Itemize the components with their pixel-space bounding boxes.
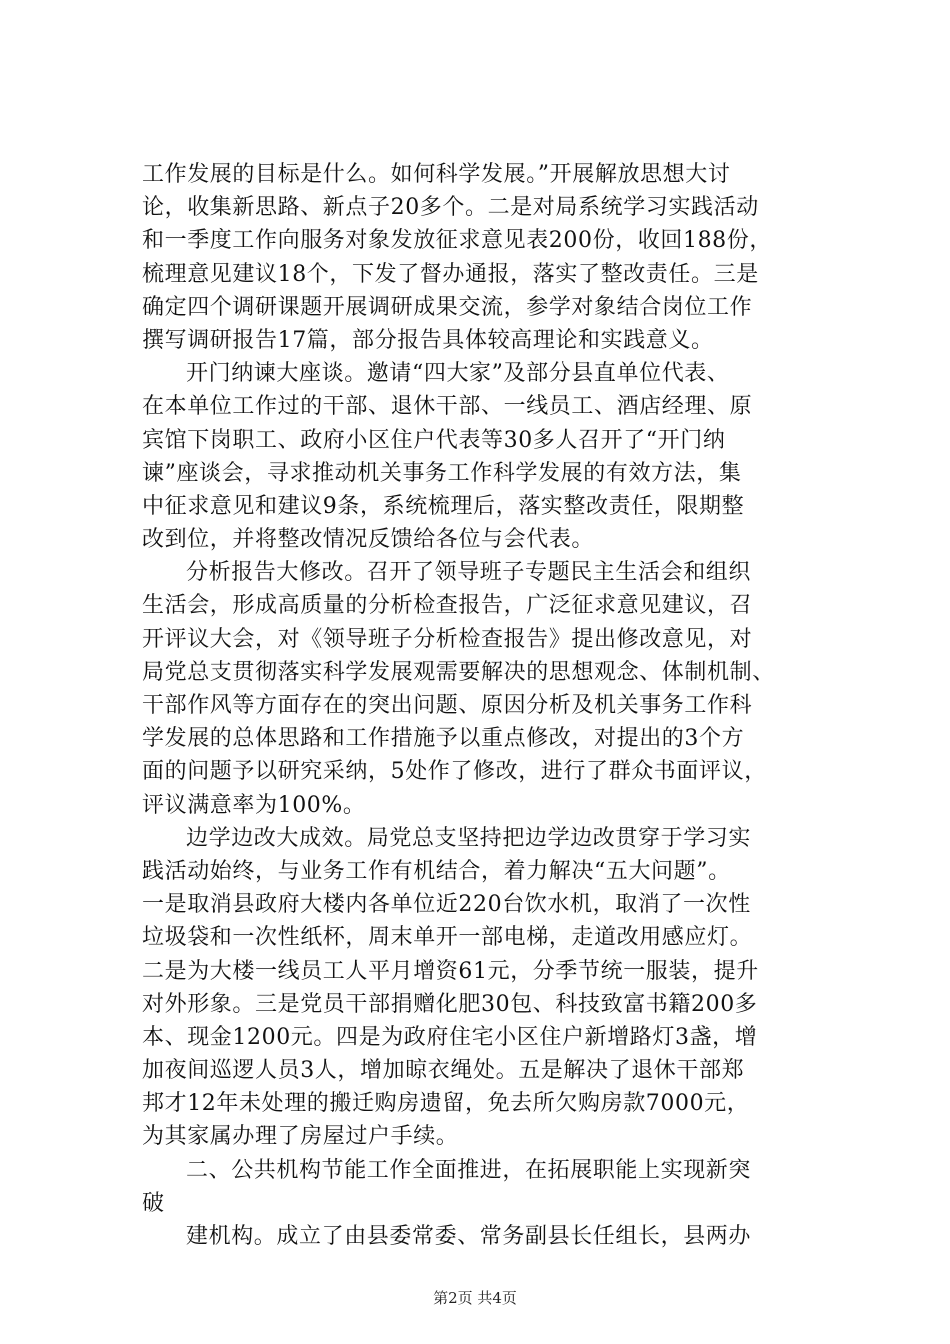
paragraph bbox=[142, 1154, 832, 1220]
text-line: 在本单位工作过的干部、退休干部、一线员工、酒店经理、原 bbox=[142, 394, 753, 420]
text-line: 梳理意见建议18个，下发了督办通报，落实了整改责任。三是 bbox=[142, 261, 759, 287]
text-line: 改到位，并将整改情况反馈给各位与会代表。 bbox=[142, 527, 595, 553]
text-line: 评议满意率为100%。 bbox=[142, 792, 366, 818]
text-line: 干部作风等方面存在的突出问题、原因分析及机关事务工作科 bbox=[142, 693, 753, 718]
text-line: 撰写调研报告17篇，部分报告具体较高理论和实践意义。 bbox=[142, 327, 714, 353]
text-line: 宾馆下岗职工、政府小区住户代表等30多人召开了“开门纳 bbox=[142, 427, 726, 453]
text-line: 生活会，形成高质量的分析检查报告，广泛征求意见建议，召 bbox=[142, 593, 753, 619]
text-line: 建机构。成立了由县委常委、常务副县长任组长，县两办 bbox=[186, 1224, 752, 1249]
text-line: 践活动始终，与业务工作有机结合，着力解决“五大问题”。 bbox=[142, 858, 731, 884]
text-line: 边学边改大成效。局党总支坚持把边学边改贯穿于学习实 bbox=[186, 825, 752, 851]
text-line: 对外形象。三是党员干部捐赠化肥30包、科技致富书籍200多 bbox=[142, 991, 758, 1017]
text-line: 开评议大会，对《领导班子分析检查报告》提出修改意见，对 bbox=[142, 626, 753, 652]
paragraph bbox=[142, 822, 832, 1154]
text-line: 二是为大楼一线员工人平月增资61元，分季节统一服装，提升 bbox=[142, 958, 759, 984]
text-line: 局党总支贯彻落实科学发展观需要解决的思想观念、体制机制、 bbox=[142, 659, 775, 685]
text-line: 本、现金1200元。四是为政府住宅小区住户新增路灯3盏，增 bbox=[142, 1024, 758, 1050]
text-line: 面的问题予以研究采纳，5处作了修改，进行了群众书面评议， bbox=[142, 759, 767, 785]
text-line: 确定四个调研课题开展调研成果交流，参学对象结合岗位工作 bbox=[142, 294, 753, 320]
text-line: 谏”座谈会，寻求推动机关事务工作科学发展的有效方法，集 bbox=[142, 460, 742, 486]
text-line: 论，收集新思路、新点子20多个。二是对局系统学习实践活动 bbox=[142, 195, 759, 221]
text-line: 工作发展的目标是什么。如何科学发展。”开展解放思想大讨 bbox=[142, 162, 731, 187]
text-line: 二、公共机构节能工作全面推进，在拓展职能上实现新突 bbox=[186, 1157, 752, 1183]
text-line: 分析报告大修改。召开了领导班子专题民主生活会和组织 bbox=[186, 560, 752, 586]
text-line: 和一季度工作向服务对象发放征求意见表200份，收回188份， bbox=[142, 228, 772, 254]
paragraph bbox=[142, 357, 832, 556]
text-line: 邦才12年未处理的搬迁购房遗留，免去所欠购房款7000元， bbox=[142, 1091, 750, 1117]
text-line: 学发展的总体思路和工作措施予以重点修改，对提出的3个方 bbox=[142, 726, 745, 752]
paragraph bbox=[142, 556, 832, 822]
text-line: 中征求意见和建议9条，系统梳理后，落实整改责任，限期整 bbox=[142, 493, 745, 519]
document-body bbox=[142, 158, 832, 1253]
page-footer: 第2页 共4页 bbox=[433, 1289, 517, 1307]
text-line: 加夜间巡逻人员3人，增加晾衣绳处。五是解决了退休干部郑 bbox=[142, 1058, 745, 1084]
paragraph bbox=[142, 1220, 832, 1253]
text-line: 破 bbox=[142, 1190, 165, 1216]
text-line: 垃圾袋和一次性纸杯，周末单开一部电梯，走道改用感应灯。 bbox=[142, 925, 753, 951]
text-line: 一是取消县政府大楼内各单位近220台饮水机，取消了一次性 bbox=[142, 892, 751, 918]
paragraph bbox=[142, 158, 832, 357]
text-line: 为其家属办理了房屋过户手续。 bbox=[142, 1124, 459, 1150]
text-line: 开门纳谏大座谈。邀请“四大家”及部分县直单位代表、 bbox=[186, 361, 730, 387]
